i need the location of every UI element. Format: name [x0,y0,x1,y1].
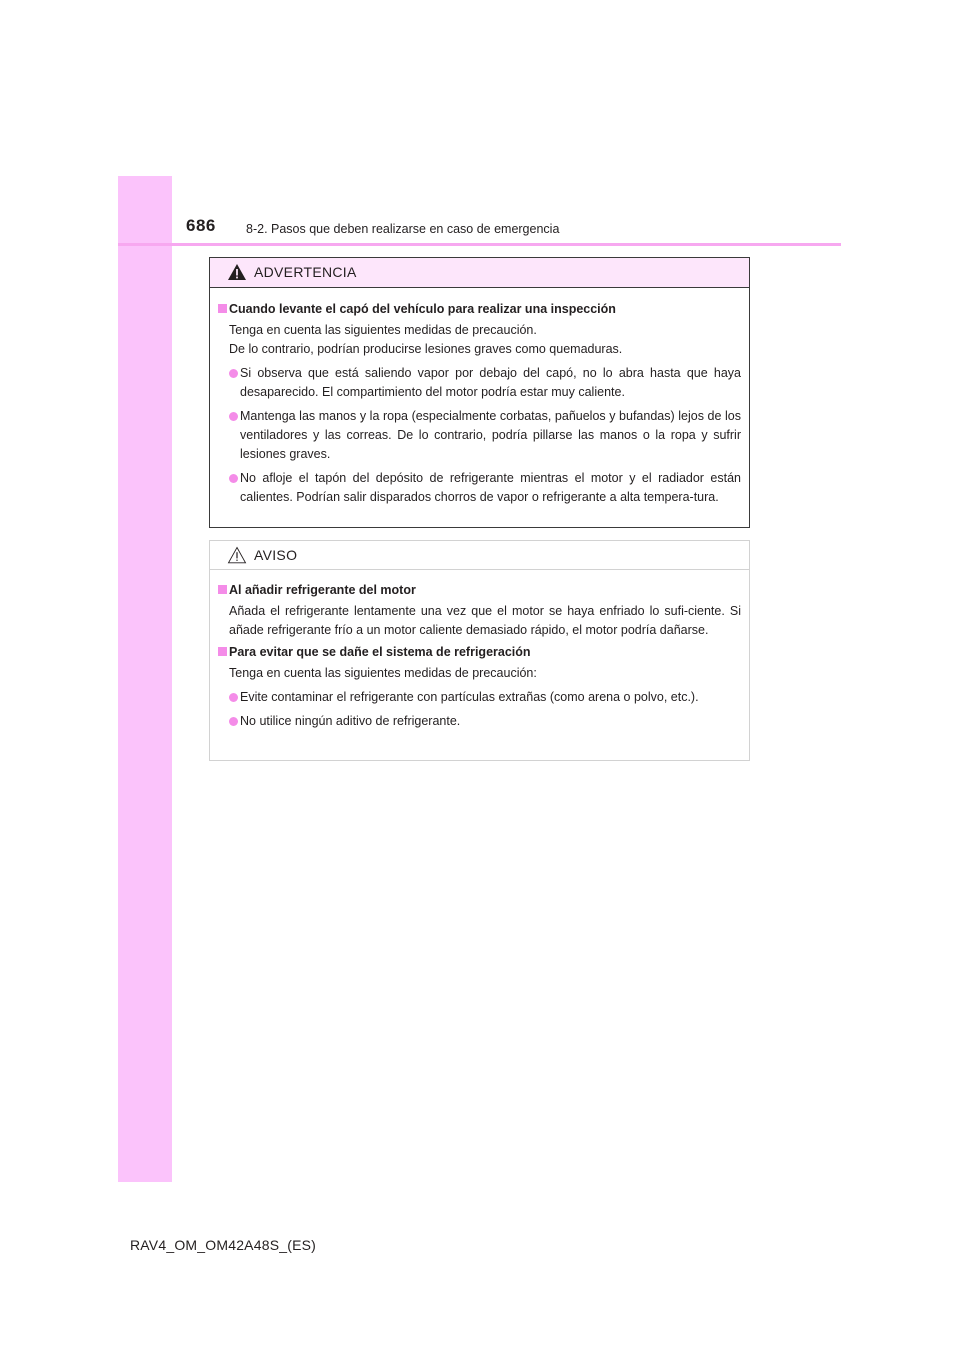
notice-paragraph: Tenga en cuenta las siguientes medidas de precaución: [229,666,537,680]
notice-box-header [210,541,749,570]
section-title: 8-2. Pasos que deben realizarse en caso de emergencia [246,222,560,236]
warning-title: ADVERTENCIA [254,264,357,280]
footer-document-code: RAV4_OM_OM42A48S_(ES) [130,1237,317,1253]
notice-paragraph: Añada el refrigerante lentamente una vez que el motor se haya enfriado lo sufi-ciente. Si añade refrigerante frío a un motor caliente demasiado rápido, el motor podría dañarse. [229,604,741,637]
round-bullet-icon [229,693,238,702]
page-number: 686 [186,216,216,235]
notice-bullet: No utilice ningún aditivo de refrigerante. [218,712,741,731]
warning-bullet: Mantenga las manos y la ropa (especialmente corbatas, pañuelos y bufandas) lejos de los ventiladores y las correas. De lo contrario, podría pillarse las manos o la ropa y sufrir lesiones graves. [218,407,741,464]
notice-body [210,570,749,731]
square-bullet-icon [218,585,227,594]
round-bullet-icon [229,412,238,421]
side-color-band [118,176,172,1182]
header-rule [118,243,841,246]
caution-triangle-outline-icon [227,546,247,564]
notice-bullet: Evite contaminar el refrigerante con partículas extrañas (como arena o polvo, etc.). [218,688,741,707]
round-bullet-icon [229,369,238,378]
square-bullet-icon [218,304,227,313]
warning-intro: Tenga en cuenta las siguientes medidas de precaución. De lo contrario, podrían producirse lesiones graves como quemaduras. [229,323,623,356]
warning-box-header [210,258,749,288]
warning-heading: Cuando levante el capó del vehículo para realizar una inspección [218,300,741,319]
round-bullet-icon [229,474,238,483]
notice-heading: Para evitar que se dañe el sistema de refrigeración [218,643,741,662]
warning-bullet: Si observa que está saliendo vapor por debajo del capó, no lo abra hasta que haya desaparecido. El compartimiento del motor podría estar muy caliente. [218,364,741,402]
warning-body [210,288,749,507]
notice-box [209,540,750,761]
warning-box [209,257,750,528]
round-bullet-icon [229,717,238,726]
notice-title: AVISO [254,547,298,563]
square-bullet-icon [218,647,227,656]
notice-heading: Al añadir refrigerante del motor [218,581,741,600]
warning-triangle-icon [227,263,247,281]
warning-bullet: No afloje el tapón del depósito de refrigerante mientras el motor y el radiador están calientes. Podrían salir disparados chorros de vapor o refrigerante a alta tempera-tura. [218,469,741,507]
